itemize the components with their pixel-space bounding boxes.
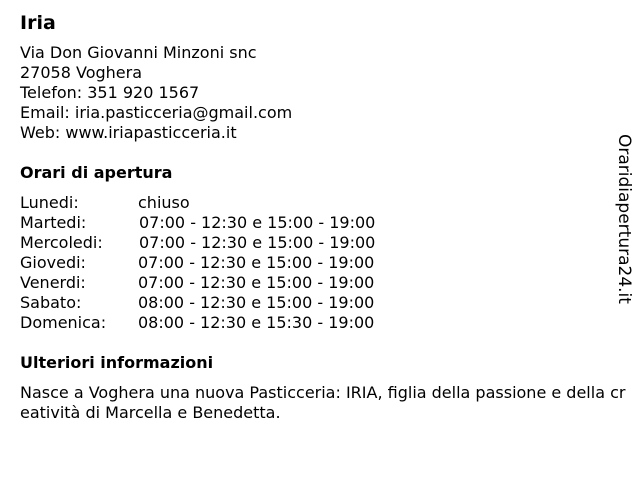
hours-time: 07:00 - 12:30 e 15:00 - 19:00 (138, 253, 375, 272)
hours-day: Lunedi: (20, 193, 79, 212)
address-street: Via Don Giovanni Minzoni snc (20, 43, 257, 62)
hours-heading: Orari di apertura (20, 163, 173, 182)
hours-time: 07:00 - 12:30 e 15:00 - 19:00 (139, 213, 376, 232)
business-card (20, 10, 628, 423)
hours-day: Martedi: (20, 213, 87, 232)
hours-table (20, 193, 628, 333)
info-text: Nasce a Voghera una nuova Pasticceria: IRIA, figlia della passione e della creatività di Marcella e Benedetta. (20, 383, 626, 422)
hours-row (20, 233, 628, 253)
site-watermark: Oraridiapertura24.it (614, 134, 634, 304)
hours-time: chiuso (138, 193, 190, 212)
hours-row (20, 313, 628, 333)
phone-line: Telefon: 351 920 1567 (20, 83, 200, 102)
email-line: Email: iria.pasticceria@gmail.com (20, 103, 293, 122)
hours-row (20, 213, 628, 233)
hours-day: Sabato: (20, 293, 82, 312)
address-city: 27058 Voghera (20, 63, 142, 82)
info-heading: Ulteriori informazioni (20, 353, 214, 372)
hours-row (20, 293, 628, 313)
hours-time: 08:00 - 12:30 e 15:00 - 19:00 (138, 293, 375, 312)
hours-row (20, 253, 628, 273)
hours-day: Mercoledi: (20, 233, 103, 252)
hours-time: 07:00 - 12:30 e 15:00 - 19:00 (138, 273, 375, 292)
hours-row (20, 273, 628, 293)
web-line: Web: www.iriapasticceria.it (20, 123, 237, 142)
hours-day: Domenica: (20, 313, 107, 332)
hours-day: Venerdi: (20, 273, 86, 292)
hours-time: 08:00 - 12:30 e 15:30 - 19:00 (138, 313, 375, 332)
hours-day: Giovedi: (20, 253, 86, 272)
address-block (20, 43, 628, 143)
hours-time: 07:00 - 12:30 e 15:00 - 19:00 (139, 233, 376, 252)
hours-row (20, 193, 628, 213)
business-name: Iria (20, 12, 56, 34)
